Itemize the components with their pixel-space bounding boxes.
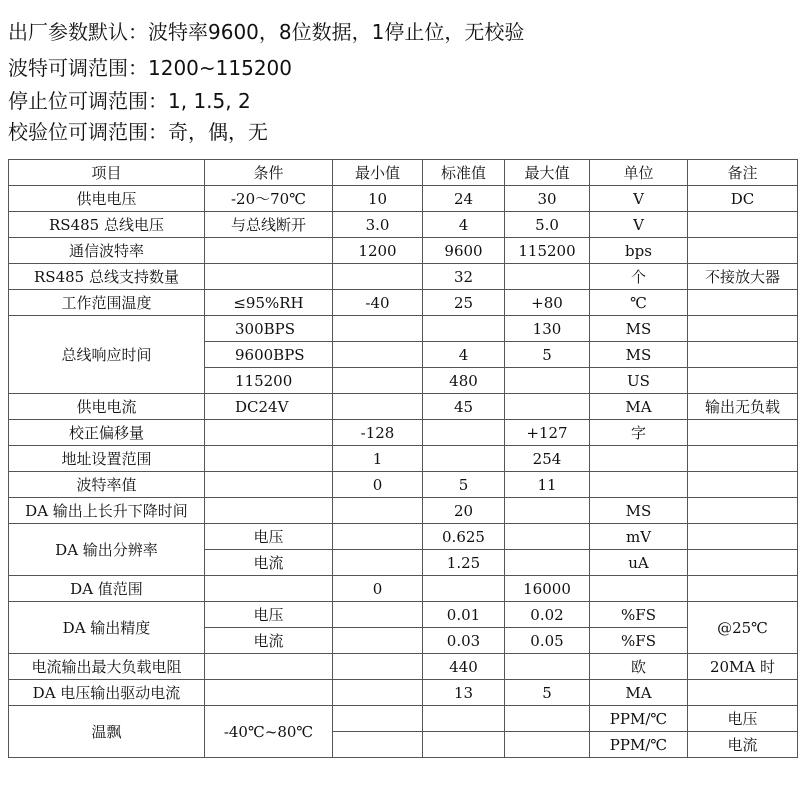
table-cell: 300BPS [205, 316, 333, 342]
table-cell: DC [688, 186, 798, 212]
table-cell [423, 706, 505, 732]
table-row [9, 186, 798, 212]
table-cell [205, 420, 333, 446]
column-header: 单位 [590, 160, 688, 186]
table-cell [688, 446, 798, 472]
table-cell: 20 [423, 498, 505, 524]
table-cell: 440 [423, 654, 505, 680]
table-cell: MS [590, 498, 688, 524]
table-row [9, 238, 798, 264]
table-cell [423, 316, 505, 342]
intro-baud-range: 波特可调范围：1200~115200 [8, 56, 293, 80]
table-cell [505, 732, 590, 758]
table-cell [333, 342, 423, 368]
table-cell [688, 576, 798, 602]
table-row [9, 680, 798, 706]
table-cell: -40 [333, 290, 423, 316]
table-cell [333, 706, 423, 732]
table-cell: +127 [505, 420, 590, 446]
table-header-row [9, 160, 798, 186]
table-cell: %FS [590, 602, 688, 628]
table-cell: MA [590, 680, 688, 706]
table-cell: MS [590, 342, 688, 368]
table-cell [333, 602, 423, 628]
table-row [9, 212, 798, 238]
table-cell: 欧 [590, 654, 688, 680]
table-cell: 个 [590, 264, 688, 290]
table-cell: 电流输出最大负载电阻 [9, 654, 205, 680]
table-cell: DC24V [205, 394, 333, 420]
table-cell: PPM/℃ [590, 706, 688, 732]
table-cell: 115200 [205, 368, 333, 394]
table-cell [688, 290, 798, 316]
table-cell: -128 [333, 420, 423, 446]
table-cell: 工作范围温度 [9, 290, 205, 316]
table-cell [333, 550, 423, 576]
table-cell: 电流 [205, 550, 333, 576]
intro-default-params: 出厂参数默认：波特率9600，8位数据，1停止位，无校验 [8, 20, 525, 44]
table-cell: 1.25 [423, 550, 505, 576]
table-cell: 电压 [688, 706, 798, 732]
table-cell: 4 [423, 212, 505, 238]
table-cell: 5.0 [505, 212, 590, 238]
table-cell: 0.02 [505, 602, 590, 628]
table-cell [205, 576, 333, 602]
table-row [9, 394, 798, 420]
table-cell: 与总线断开 [205, 212, 333, 238]
table-cell: DA 值范围 [9, 576, 205, 602]
table-cell: 1200 [333, 238, 423, 264]
table-cell [333, 264, 423, 290]
table-cell: ≤95%RH [205, 290, 333, 316]
column-header: 最大值 [505, 160, 590, 186]
table-cell: 130 [505, 316, 590, 342]
table-cell: MS [590, 316, 688, 342]
table-cell [205, 446, 333, 472]
column-header: 最小值 [333, 160, 423, 186]
table-cell: 电压 [205, 524, 333, 550]
table-cell: 电流 [205, 628, 333, 654]
table-cell [590, 576, 688, 602]
table-cell: 0.03 [423, 628, 505, 654]
table-cell: V [590, 186, 688, 212]
table-cell: 地址设置范围 [9, 446, 205, 472]
table-cell [423, 732, 505, 758]
table-cell: 波特率值 [9, 472, 205, 498]
intro-parity-range: 校验位可调范围：奇，偶，无 [8, 120, 268, 144]
table-cell: 0 [333, 472, 423, 498]
table-cell: US [590, 368, 688, 394]
table-cell: uA [590, 550, 688, 576]
table-cell: 24 [423, 186, 505, 212]
column-header: 条件 [205, 160, 333, 186]
table-cell [688, 316, 798, 342]
table-cell [205, 264, 333, 290]
table-cell: 校正偏移量 [9, 420, 205, 446]
table-cell [688, 238, 798, 264]
table-cell: %FS [590, 628, 688, 654]
table-cell: 480 [423, 368, 505, 394]
table-row [9, 524, 798, 550]
table-cell: 25 [423, 290, 505, 316]
table-cell: 0.05 [505, 628, 590, 654]
table-cell [505, 524, 590, 550]
table-cell: PPM/℃ [590, 732, 688, 758]
table-cell [688, 498, 798, 524]
table-cell: MA [590, 394, 688, 420]
table-cell: 11 [505, 472, 590, 498]
table-cell [333, 368, 423, 394]
table-cell: 32 [423, 264, 505, 290]
table-cell [505, 264, 590, 290]
table-cell [333, 524, 423, 550]
table-cell [688, 212, 798, 238]
table-row [9, 576, 798, 602]
table-row [9, 602, 798, 628]
table-cell [688, 680, 798, 706]
table-cell: DA 电压输出驱动电流 [9, 680, 205, 706]
table-cell [333, 316, 423, 342]
table-cell: 通信波特率 [9, 238, 205, 264]
table-cell [333, 394, 423, 420]
table-cell: 45 [423, 394, 505, 420]
table-cell: 总线响应时间 [9, 316, 205, 394]
table-cell [590, 446, 688, 472]
table-cell [423, 446, 505, 472]
table-cell [205, 472, 333, 498]
table-cell: -40℃~80℃ [205, 706, 333, 758]
table-cell [205, 238, 333, 264]
table-cell [423, 420, 505, 446]
table-cell: +80 [505, 290, 590, 316]
table-cell: 1 [333, 446, 423, 472]
table-cell: 0.01 [423, 602, 505, 628]
intro-stopbit-range: 停止位可调范围：1, 1.5, 2 [8, 89, 251, 113]
table-cell: -20～70℃ [205, 186, 333, 212]
table-cell [505, 550, 590, 576]
table-cell [688, 420, 798, 446]
column-header: 备注 [688, 160, 798, 186]
table-cell: 10 [333, 186, 423, 212]
table-cell: @25℃ [688, 602, 798, 654]
table-cell [688, 524, 798, 550]
table-cell: 115200 [505, 238, 590, 264]
spec-table [8, 159, 798, 758]
table-row [9, 654, 798, 680]
table-cell: 5 [423, 472, 505, 498]
column-header: 项目 [9, 160, 205, 186]
table-cell: 电流 [688, 732, 798, 758]
table-row [9, 316, 798, 342]
table-row [9, 706, 798, 732]
table-cell: 30 [505, 186, 590, 212]
table-cell: 温飘 [9, 706, 205, 758]
table-cell: 16000 [505, 576, 590, 602]
table-cell: 20MA 时 [688, 654, 798, 680]
table-cell [688, 550, 798, 576]
table-row [9, 472, 798, 498]
table-row [9, 264, 798, 290]
table-cell: ℃ [590, 290, 688, 316]
table-cell: 9600BPS [205, 342, 333, 368]
table-cell: 254 [505, 446, 590, 472]
table-cell: 字 [590, 420, 688, 446]
table-cell: 电压 [205, 602, 333, 628]
table-cell [205, 498, 333, 524]
table-cell: DA 输出上长升下降时间 [9, 498, 205, 524]
table-cell: RS485 总线支持数量 [9, 264, 205, 290]
table-cell: bps [590, 238, 688, 264]
table-cell: DA 输出分辨率 [9, 524, 205, 576]
table-cell [688, 368, 798, 394]
table-cell: 4 [423, 342, 505, 368]
table-cell: 输出无负载 [688, 394, 798, 420]
table-cell: mV [590, 524, 688, 550]
table-cell: 9600 [423, 238, 505, 264]
table-cell [423, 576, 505, 602]
table-cell [505, 654, 590, 680]
column-header: 标准值 [423, 160, 505, 186]
table-cell [505, 706, 590, 732]
table-cell: V [590, 212, 688, 238]
table-cell: 0.625 [423, 524, 505, 550]
table-cell [205, 680, 333, 706]
table-cell [333, 654, 423, 680]
table-cell: 5 [505, 342, 590, 368]
table-row [9, 446, 798, 472]
table-cell [688, 342, 798, 368]
table-cell: 供电电流 [9, 394, 205, 420]
table-cell: RS485 总线电压 [9, 212, 205, 238]
table-cell [505, 394, 590, 420]
table-row [9, 420, 798, 446]
table-cell [688, 472, 798, 498]
table-row [9, 290, 798, 316]
table-cell: 5 [505, 680, 590, 706]
table-cell: DA 输出精度 [9, 602, 205, 654]
table-cell [505, 498, 590, 524]
table-cell [505, 368, 590, 394]
table-cell [333, 498, 423, 524]
table-cell [333, 628, 423, 654]
table-row [9, 498, 798, 524]
table-cell: 不接放大器 [688, 264, 798, 290]
table-cell: 13 [423, 680, 505, 706]
table-cell [205, 654, 333, 680]
table-cell [333, 680, 423, 706]
table-cell [590, 472, 688, 498]
table-cell: 供电电压 [9, 186, 205, 212]
table-cell: 0 [333, 576, 423, 602]
table-cell [333, 732, 423, 758]
table-cell: 3.0 [333, 212, 423, 238]
